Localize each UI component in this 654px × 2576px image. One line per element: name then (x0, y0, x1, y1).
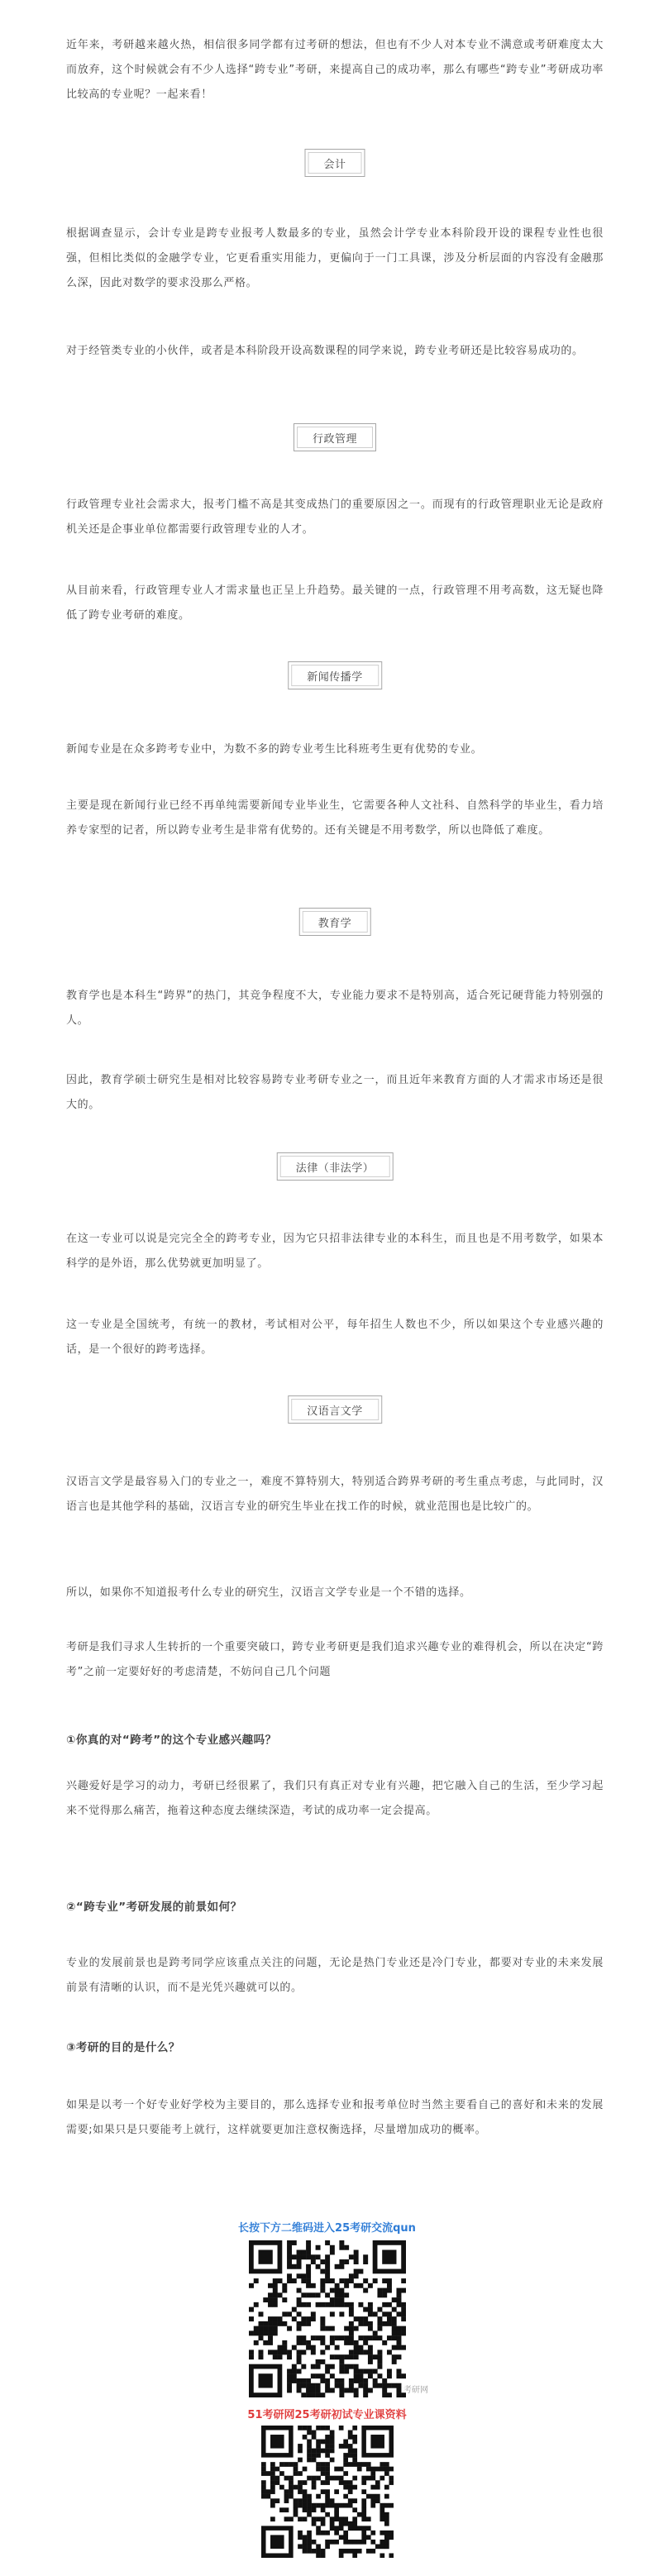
qr-code-materials[interactable] (261, 2426, 394, 2558)
section-paragraph: 汉语言文学是最容易入门的专业之一，难度不算特别大，特别适合跨界考研的考生重点考虑，与此同时，汉语言也是其他学科的基础，汉语言专业的研究生毕业在找工作的时候，就业范围也是比较广的。 (66, 1476, 604, 1513)
intro-paragraph: 近年来，考研越来越火热，相信很多同学都有过考研的想法，但也有不少人对本专业不满意或考研难度太大而放弃，这个时候就会有不少人选择“跨专业”考研，来提高自己的成功率，那么有哪些“跨专业”考研成功率比较高的专业呢？一起来看！ (66, 39, 604, 101)
qr-caption-materials: 51考研网25考研初试专业课资料 (247, 2409, 407, 2421)
section-paragraph: 教育学也是本科生“跨界”的热门，其竞争程度不大，专业能力要求不是特别高，适合死记硬背能力特别强的人。 (66, 990, 604, 1027)
section-paragraph: 所以，如果你不知道报考什么专业的研究生，汉语言文学专业是一个不错的选择。 (66, 1586, 471, 1599)
section-title-education: 教育学 (299, 908, 371, 936)
section-title-public-admin: 行政管理 (294, 423, 376, 451)
question-heading: ②“跨专业”考研发展的前景如何？ (66, 1901, 242, 1914)
question-paragraph: 如果是以考一个好专业好学校为主要目的，那么选择专业和报考单位时当然主要看自己的喜好和未来的发展需要;如果只是只要能考上就行，这样就要更加注意权衡选择，尽量增加成功的概率。 (66, 2099, 604, 2136)
section-paragraph: 这一专业是全国统考，有统一的教材，考试相对公平，每年招生人数也不少，所以如果这个专业感兴趣的话，是一个很好的跨考选择。 (66, 1319, 604, 1356)
section-title-law: 法律（非法学） (277, 1152, 394, 1181)
question-heading: ①你真的对“跨考”的这个专业感兴趣吗？ (66, 1734, 277, 1747)
section-title-accounting: 会计 (304, 149, 365, 177)
question-paragraph: 兴趣爱好是学习的动力，考研已经很累了，我们只有真正对专业有兴趣，把它融入自己的生活，至少学习起来不觉得那么痛苦，拖着这种态度去继续深造，考试的成功率一定会提高。 (66, 1780, 604, 1817)
article-content (66, 0, 604, 2576)
section-paragraph: 在这一专业可以说是完完全全的跨考专业，因为它只招非法律专业的本科生，而且也是不用考数学，如果本科学的是外语，那么优势就更加明显了。 (66, 1233, 604, 1270)
qr-caption-group: 长按下方二维码进入25考研交流qun (238, 2222, 416, 2235)
section-paragraph: 从目前来看，行政管理专业人才需求量也正呈上升趋势。最关键的一点，行政管理不用考高数，这无疑也降低了跨专业考研的难度。 (66, 584, 604, 622)
qr-code-group[interactable] (249, 2240, 406, 2397)
section-paragraph: 根据调查显示，会计专业是跨专业报考人数最多的专业，虽然会计学专业本科阶段开设的课程专业性也很强，但相比类似的金融学专业，它更看重实用能力，更偏向于一门工具课，涉及分析层面的内容没有金融那么深，因此对数学的要求没那么严格。 (66, 227, 604, 289)
section-paragraph: 新闻专业是在众多跨考专业中，为数不多的跨专业考生比科班考生更有优势的专业。 (66, 743, 483, 756)
section-paragraph: 考研是我们寻求人生转折的一个重要突破口，跨专业考研更是我们追求兴趣专业的难得机会，所以在决定“跨考”之前一定要好好的考虑清楚，不妨问自己几个问题 (66, 1641, 604, 1678)
section-title-journalism: 新闻传播学 (288, 661, 382, 689)
question-heading: ③考研的目的是什么？ (66, 2041, 180, 2054)
qr-watermark: 考研网 (403, 2386, 428, 2395)
section-paragraph: 因此，教育学硕士研究生是相对比较容易跨专业考研专业之一，而且近年来教育方面的人才需求市场还是很大的。 (66, 1074, 604, 1111)
qr-code-icon (249, 2240, 406, 2397)
question-paragraph: 专业的发展前景也是跨考同学应该重点关注的问题，无论是热门专业还是冷门专业，都要对专业的未来发展前景有清晰的认识，而不是光凭兴趣就可以的。 (66, 1957, 604, 1994)
section-paragraph: 行政管理专业社会需求大，报考门槛不高是其变成热门的重要原因之一。而现有的行政管理职业无论是政府机关还是企事业单位都需要行政管理专业的人才。 (66, 499, 604, 536)
section-paragraph: 对于经管类专业的小伙伴，或者是本科阶段开设高数课程的同学来说，跨专业考研还是比较容易成功的。 (66, 345, 584, 357)
section-paragraph: 主要是现在新闻行业已经不再单纯需要新闻专业毕业生，它需要各种人文社科、自然科学的毕业生，看力培养专家型的记者，所以跨专业考生是非常有优势的。还有关键是不用考数学，所以也降低了难度。 (66, 799, 604, 837)
section-title-chinese-literature: 汉语言文学 (288, 1395, 382, 1424)
qr-code-icon (261, 2426, 394, 2558)
